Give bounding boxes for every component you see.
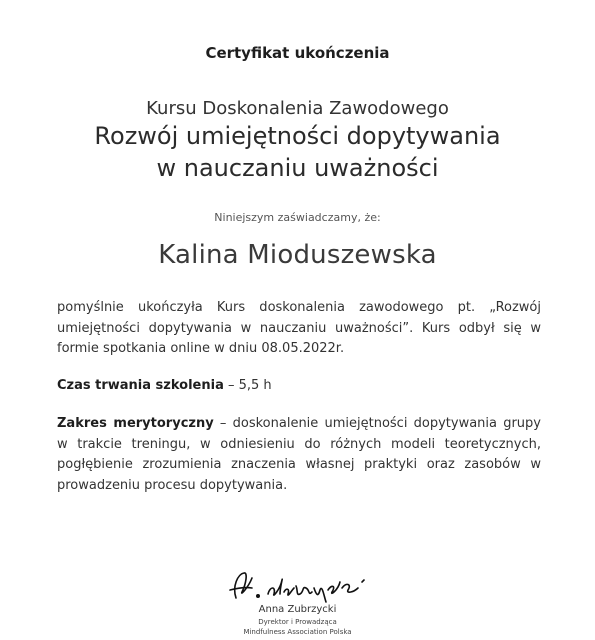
course-type: Kursu Doskonalenia Zawodowego	[146, 98, 449, 119]
duration-paragraph: Czas trwania szkolenia – 5,5 h	[57, 378, 272, 393]
signatory-name: Anna Zubrzycki	[258, 604, 337, 615]
signatory-role: Dyrektor i Prowadząca	[258, 618, 337, 626]
recipient-name: Kalina Mioduszewska	[158, 240, 437, 270]
certificate-label: Certyfikat ukończenia	[205, 44, 390, 62]
duration-label: Czas trwania szkolenia	[57, 378, 224, 393]
duration-value: 5,5 h	[238, 378, 272, 393]
attestation-text: Niniejszym zaświadczamy, że:	[214, 211, 381, 224]
signatory-organization: Mindfulness Association Polska	[243, 628, 352, 636]
handwritten-signature	[222, 568, 372, 604]
scope-text: doskonalenie umiejętności dopytywania grupy w trakcie treningu, w odniesieniu do różnych modeli teoretycznych, pogłębienie zrozumienia znaczenia własnej praktyki oraz zasobów w prowadzeniu procesu dopytywania.	[57, 416, 541, 493]
course-title-line-1: Rozwój umiejętności dopytywania	[94, 122, 501, 150]
course-title-line-2: w nauczaniu uważności	[156, 154, 439, 182]
scope-paragraph: Zakres merytoryczny – doskonalenie umiejętności dopytywania grupy w trakcie treningu, w odniesieniu do różnych modeli teoretycznych, pogłębienie zrozumienia znaczenia własnej praktyki oraz zasobów w prowadzeniu procesu dopytywania.	[57, 416, 541, 493]
scope-label: Zakres merytoryczny	[57, 416, 214, 431]
completion-paragraph: pomyślnie ukończyła Kurs doskonalenia zawodowego pt. „Rozwój umiejętności dopytywania w nauczaniu uważności”. Kurs odbył się w formie spotkania online w dniu 08.05.2022r.	[57, 300, 541, 356]
